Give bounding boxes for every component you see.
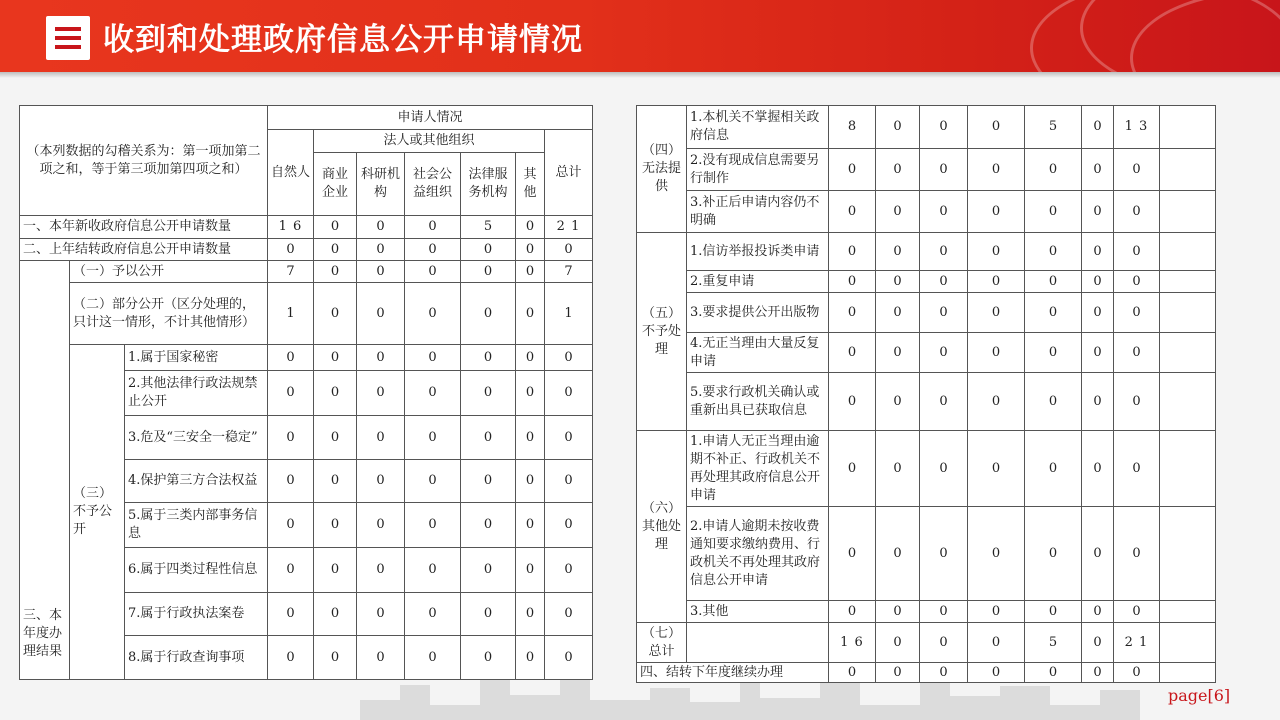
- row-label: 3.补正后申请内容仍不明确: [687, 191, 829, 233]
- cell: 0: [1114, 333, 1160, 373]
- cell: 0: [357, 636, 405, 680]
- cell: 0: [268, 636, 314, 680]
- cell: 0: [357, 503, 405, 548]
- row-label: 1.申请人无正当理由逾期不补正、行政机关不再处理其政府信息公开申请: [687, 431, 829, 507]
- cell: 1: [545, 283, 593, 345]
- cell: 5: [461, 216, 516, 239]
- cell: 0: [405, 345, 461, 371]
- cell: 0: [968, 233, 1025, 271]
- col-header: 其他: [516, 153, 545, 216]
- cell: 0: [1114, 663, 1160, 683]
- cell: 0: [1025, 149, 1082, 191]
- cell: 0: [1025, 271, 1082, 293]
- cell: 0: [1082, 431, 1114, 507]
- cell: 0: [314, 261, 357, 283]
- row-label: 3.其他: [687, 601, 829, 623]
- blank-cell: [1160, 149, 1216, 191]
- cell: 0: [516, 283, 545, 345]
- col-header: 科研机构: [357, 153, 405, 216]
- cell: 0: [461, 636, 516, 680]
- cell: 0: [1114, 507, 1160, 601]
- cell: 0: [268, 416, 314, 460]
- cell: 0: [357, 416, 405, 460]
- cell: 1 3: [1114, 106, 1160, 149]
- cell: 0: [516, 216, 545, 239]
- row-label: 6.属于四类过程性信息: [125, 548, 268, 593]
- cell: 0: [829, 373, 876, 431]
- cell: 0: [968, 431, 1025, 507]
- cell: 0: [920, 191, 968, 233]
- applicant-header: 申请人情况: [268, 106, 593, 130]
- table-row: [20, 283, 593, 345]
- blank-cell: [1160, 507, 1216, 601]
- table-row: [637, 271, 1216, 293]
- table-row: [637, 106, 1216, 149]
- cell: 0: [314, 548, 357, 593]
- row-label: 2.申请人逾期未按收费通知要求缴纳费用、行政机关不再处理其政府信息公开申请: [687, 507, 829, 601]
- cell: 0: [357, 239, 405, 261]
- row-label: 4.保护第三方合法权益: [125, 460, 268, 503]
- col-header: 社会公益组织: [405, 153, 461, 216]
- cell: 0: [968, 507, 1025, 601]
- table-row: [637, 373, 1216, 431]
- cell: 0: [357, 548, 405, 593]
- cell: 0: [314, 460, 357, 503]
- col-header: 法律服务机构: [461, 153, 516, 216]
- cell: 0: [829, 191, 876, 233]
- cell: 0: [876, 373, 920, 431]
- cell: 0: [1082, 293, 1114, 333]
- table-row: [637, 293, 1216, 333]
- cell: 0: [968, 373, 1025, 431]
- cell: 0: [314, 345, 357, 371]
- cell: 0: [405, 548, 461, 593]
- cell: 0: [461, 460, 516, 503]
- group-label: （四）无法提供: [637, 106, 687, 233]
- cell: 0: [268, 460, 314, 503]
- cell: 0: [968, 271, 1025, 293]
- cell: 7: [268, 261, 314, 283]
- cell: 0: [920, 233, 968, 271]
- cell: 0: [1114, 431, 1160, 507]
- page-title: 收到和处理政府信息公开申请情况: [103, 22, 583, 58]
- cell: 0: [268, 371, 314, 416]
- cell: 0: [1025, 333, 1082, 373]
- blank-cell: [1160, 191, 1216, 233]
- cell: 0: [968, 293, 1025, 333]
- page-number: page[6]: [1168, 686, 1231, 705]
- group-label: （五）不予处理: [637, 233, 687, 431]
- cell: 0: [1025, 601, 1082, 623]
- cell: 0: [357, 371, 405, 416]
- cell: 0: [876, 149, 920, 191]
- table-row: [20, 239, 593, 261]
- table-row: [637, 149, 1216, 191]
- cell: 0: [968, 663, 1025, 683]
- cell: 0: [968, 191, 1025, 233]
- cell: 0: [545, 636, 593, 680]
- cell: 0: [405, 416, 461, 460]
- cell: 0: [876, 271, 920, 293]
- row-label: 四、结转下年度继续办理: [637, 663, 829, 683]
- cell: 0: [876, 333, 920, 373]
- cell: 0: [268, 593, 314, 636]
- row-label: 1.属于国家秘密: [125, 345, 268, 371]
- cell: 0: [1082, 149, 1114, 191]
- cell: 0: [1114, 233, 1160, 271]
- blank-cell: [1160, 333, 1216, 373]
- cell: 0: [1082, 333, 1114, 373]
- group-label: （六）其他处理: [637, 431, 687, 623]
- cell: 2 1: [1114, 623, 1160, 663]
- cell: 0: [268, 548, 314, 593]
- cell: 0: [1082, 623, 1114, 663]
- cell: 0: [1082, 373, 1114, 431]
- group-label: （七）总计: [637, 623, 687, 663]
- blank-cell: [1160, 663, 1216, 683]
- cell: 0: [545, 345, 593, 371]
- cell: 0: [920, 293, 968, 333]
- cell: 0: [314, 636, 357, 680]
- header-shadow: [0, 72, 1280, 78]
- cell: 0: [876, 507, 920, 601]
- cell: 0: [461, 416, 516, 460]
- cell: 0: [1082, 663, 1114, 683]
- cell: 0: [920, 601, 968, 623]
- row-label: 8.属于行政查询事项: [125, 636, 268, 680]
- cell: 0: [405, 460, 461, 503]
- row-label: 3.要求提供公开出版物: [687, 293, 829, 333]
- cell: 0: [829, 271, 876, 293]
- cell: 0: [516, 460, 545, 503]
- blank-cell: [1160, 431, 1216, 507]
- row-label: 5.属于三类内部事务信息: [125, 503, 268, 548]
- row-label: 2.其他法律行政法规禁止公开: [125, 371, 268, 416]
- cell: 0: [461, 345, 516, 371]
- cell: 1 6: [268, 216, 314, 239]
- cell: 0: [876, 233, 920, 271]
- cell: 0: [461, 548, 516, 593]
- cell: 0: [545, 548, 593, 593]
- cell: 0: [1025, 191, 1082, 233]
- left-statistics-table: [19, 105, 593, 680]
- cell: 7: [545, 261, 593, 283]
- cell: 0: [968, 333, 1025, 373]
- cell: 0: [876, 623, 920, 663]
- cell: 0: [516, 345, 545, 371]
- cell: 0: [968, 601, 1025, 623]
- cell: 0: [829, 601, 876, 623]
- cell: 0: [920, 431, 968, 507]
- cell: 0: [516, 261, 545, 283]
- cell: 0: [545, 460, 593, 503]
- cell: 0: [516, 371, 545, 416]
- cell: 0: [968, 106, 1025, 149]
- cell: 0: [1114, 601, 1160, 623]
- row-label: 3.危及“三安全一稳定”: [125, 416, 268, 460]
- cell: 0: [920, 373, 968, 431]
- row-label: 5.要求行政机关确认或重新出具已获取信息: [687, 373, 829, 431]
- cell: 0: [357, 460, 405, 503]
- cell: 0: [1082, 507, 1114, 601]
- table-row: [637, 507, 1216, 601]
- cell: 0: [920, 663, 968, 683]
- cell: 5: [1025, 623, 1082, 663]
- table-row: [637, 233, 1216, 271]
- row-label: 1.本机关不掌握相关政府信息: [687, 106, 829, 149]
- cell: 0: [968, 623, 1025, 663]
- cell: 0: [461, 371, 516, 416]
- row-label: 2.重复申请: [687, 271, 829, 293]
- table-row: [637, 663, 1216, 683]
- row-label: （一）予以公开: [70, 261, 268, 283]
- cell: 0: [357, 261, 405, 283]
- blank-cell: [1160, 233, 1216, 271]
- header-banner: [0, 0, 1280, 72]
- cell: 0: [314, 416, 357, 460]
- cell: 0: [461, 503, 516, 548]
- cell: 0: [1025, 233, 1082, 271]
- cell: 0: [545, 416, 593, 460]
- cell: 0: [920, 149, 968, 191]
- cell: 0: [1082, 271, 1114, 293]
- cell: 0: [876, 601, 920, 623]
- table-row: [637, 431, 1216, 507]
- section3-label: 三、本年度办理结果: [20, 261, 70, 680]
- blank-cell: [1160, 601, 1216, 623]
- cell: 0: [314, 239, 357, 261]
- cell: 0: [516, 416, 545, 460]
- cell: 0: [829, 293, 876, 333]
- blank-cell: [1160, 293, 1216, 333]
- cell: 0: [461, 239, 516, 261]
- cell: 0: [829, 149, 876, 191]
- table-row: [637, 601, 1216, 623]
- cell: 0: [516, 239, 545, 261]
- cell: 0: [405, 503, 461, 548]
- cell: 2 1: [545, 216, 593, 239]
- cell: 0: [1025, 507, 1082, 601]
- blank-cell: [1160, 271, 1216, 293]
- cell: 0: [405, 636, 461, 680]
- table-row: [637, 333, 1216, 373]
- cell: 0: [405, 593, 461, 636]
- col-total: 总计: [545, 130, 593, 216]
- cell: 0: [314, 503, 357, 548]
- cell: 0: [829, 507, 876, 601]
- cell: 0: [829, 333, 876, 373]
- cell: 0: [314, 371, 357, 416]
- cell: 0: [876, 191, 920, 233]
- cell: 0: [545, 371, 593, 416]
- cell: 0: [268, 503, 314, 548]
- blank-cell: [1160, 373, 1216, 431]
- cell: 0: [1025, 373, 1082, 431]
- right-statistics-table: [636, 105, 1216, 683]
- cell: 1 6: [829, 623, 876, 663]
- row-label: 7.属于行政执法案卷: [125, 593, 268, 636]
- deny-group-label: （三）不予公开: [70, 345, 125, 680]
- cell: 0: [314, 216, 357, 239]
- row-label: 一、本年新收政府信息公开申请数量: [20, 216, 268, 239]
- cell: 0: [516, 548, 545, 593]
- cell: 0: [1082, 106, 1114, 149]
- cell: 0: [357, 283, 405, 345]
- cell: 0: [314, 283, 357, 345]
- cell: 0: [1114, 149, 1160, 191]
- row-label: 2.没有现成信息需要另行制作: [687, 149, 829, 191]
- cell: 1: [268, 283, 314, 345]
- cell: 0: [516, 593, 545, 636]
- cell: 0: [1082, 191, 1114, 233]
- cell: 0: [1025, 431, 1082, 507]
- cell: 0: [405, 371, 461, 416]
- cell: 0: [405, 283, 461, 345]
- cell: 0: [829, 663, 876, 683]
- cell: 0: [1082, 233, 1114, 271]
- col-natural-person: 自然人: [268, 130, 314, 216]
- cell: 0: [920, 507, 968, 601]
- legal-group-header: 法人或其他组织: [314, 130, 545, 153]
- cell: 0: [516, 636, 545, 680]
- cell: 0: [357, 345, 405, 371]
- cell: 0: [405, 239, 461, 261]
- row-label: 二、上年结转政府信息公开申请数量: [20, 239, 268, 261]
- cell: 0: [268, 345, 314, 371]
- col-header: 商业企业: [314, 153, 357, 216]
- cell: 0: [829, 431, 876, 507]
- cell: 0: [461, 283, 516, 345]
- row-label: 1.信访举报投诉类申请: [687, 233, 829, 271]
- cell: 0: [920, 333, 968, 373]
- cell: 0: [1025, 293, 1082, 333]
- cell: 0: [1114, 191, 1160, 233]
- cell: 0: [876, 431, 920, 507]
- blank-cell: [1160, 106, 1216, 149]
- cell: 0: [920, 106, 968, 149]
- table-row: [20, 216, 593, 239]
- cell: 0: [461, 593, 516, 636]
- cell: 0: [1114, 373, 1160, 431]
- cell: 0: [920, 271, 968, 293]
- row-label: （二）部分公开（区分处理的，只计这一情形，不计其他情形）: [70, 283, 268, 345]
- cell: 0: [357, 216, 405, 239]
- cell: 0: [461, 261, 516, 283]
- three-lines-icon: [46, 16, 90, 60]
- cell: 0: [314, 593, 357, 636]
- table-row: [637, 623, 1216, 663]
- table-row: [637, 191, 1216, 233]
- cell: 0: [405, 216, 461, 239]
- cell: 0: [876, 293, 920, 333]
- cell: 0: [829, 233, 876, 271]
- table-row: [20, 261, 593, 283]
- corner-note: （本列数据的勾稽关系为：第一项加第二项之和，等于第三项加第四项之和）: [20, 106, 268, 216]
- cell: 0: [1114, 293, 1160, 333]
- cell: 5: [1025, 106, 1082, 149]
- cell: 0: [268, 239, 314, 261]
- row-label: 4.无正当理由大量反复申请: [687, 333, 829, 373]
- cell: 0: [876, 663, 920, 683]
- table-row: [20, 345, 593, 371]
- cell: 0: [1082, 601, 1114, 623]
- cell: 0: [357, 593, 405, 636]
- cell: 8: [829, 106, 876, 149]
- cell: 0: [1114, 271, 1160, 293]
- blank-cell: [687, 623, 829, 663]
- cell: 0: [920, 623, 968, 663]
- cell: 0: [545, 239, 593, 261]
- cell: 0: [405, 261, 461, 283]
- cell: 0: [1025, 663, 1082, 683]
- cell: 0: [545, 593, 593, 636]
- cell: 0: [516, 503, 545, 548]
- blank-cell: [1160, 623, 1216, 663]
- cell: 0: [876, 106, 920, 149]
- cell: 0: [545, 503, 593, 548]
- cell: 0: [968, 149, 1025, 191]
